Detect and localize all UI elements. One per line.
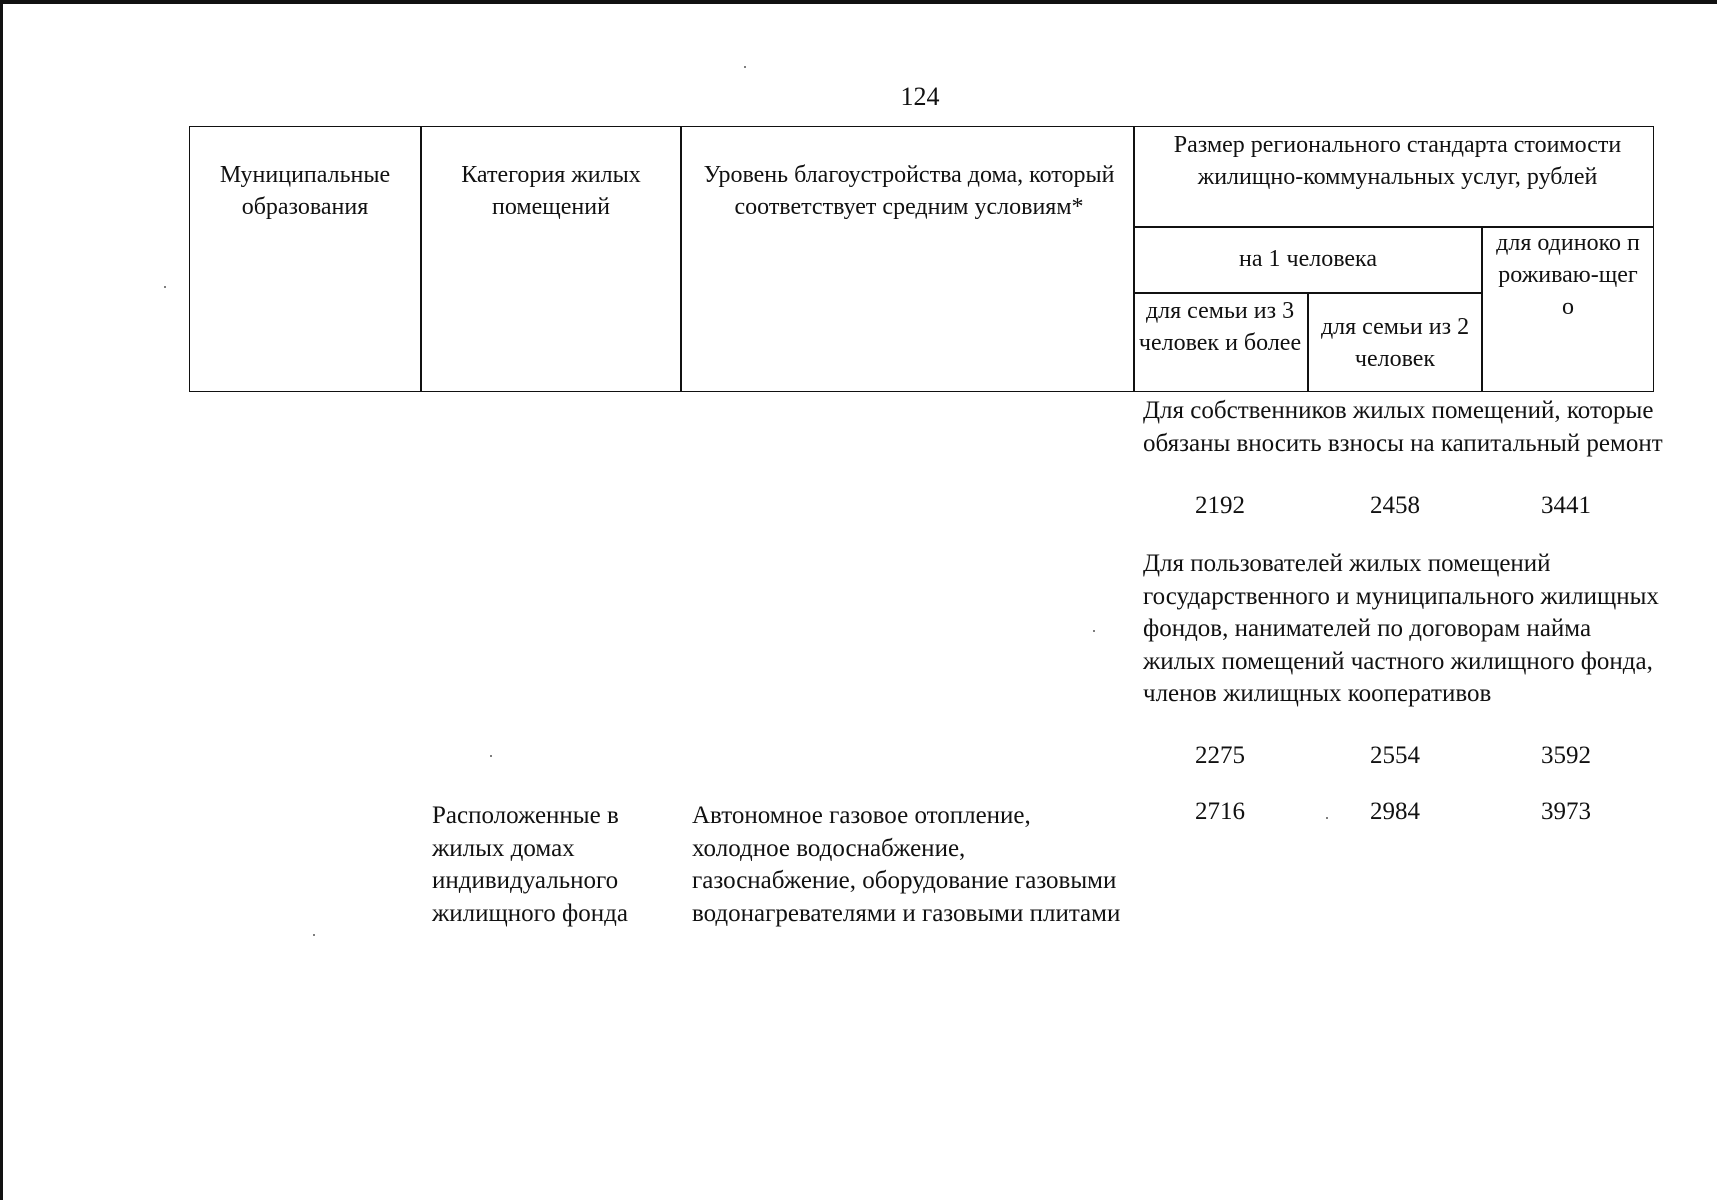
header-divider (680, 127, 682, 391)
value-owners-family2: 2458 (1370, 492, 1420, 519)
scan-speck (490, 755, 492, 757)
header-divider (1307, 292, 1309, 391)
table-header (189, 126, 1654, 392)
value-users-family2: 2554 (1370, 742, 1420, 769)
section-label-users: Для пользователей жилых помещений государственного и муниципального жилищных фондов, нанимателей по договорам найма жилых помещений частного жилищного фонда, членов жилищных кооперативов (1143, 550, 1659, 707)
value-owners-single: 3441 (1541, 492, 1591, 519)
row-category: Расположенные в жилых домах индивидуального жилищного фонда (432, 802, 628, 927)
header-divider (1133, 127, 1135, 391)
header-size: Размер регионального стандарта стоимости жилищно-коммунальных услуг, рублей (1173, 132, 1622, 190)
value-users-single: 3592 (1541, 742, 1591, 769)
value-row-family3: 2716 (1195, 798, 1245, 825)
scan-speck (313, 934, 315, 936)
value-row-single: 3973 (1541, 798, 1591, 825)
scan-speck (744, 66, 746, 68)
header-municipal: Муниципальные образования (219, 162, 391, 220)
section-label-owners: Для собственников жилых помещений, которые обязаны вносить взносы на капитальный ремонт (1143, 397, 1663, 457)
header-category: Категория жилых помещений (461, 162, 641, 220)
value-row-family2: 2984 (1370, 798, 1420, 825)
header-family-2: для семьи из 2 человек (1320, 314, 1470, 372)
header-level: Уровень благоустройства дома, который соответствует средним условиям* (703, 162, 1115, 220)
value-users-family3: 2275 (1195, 742, 1245, 769)
row-level: Автономное газовое отопление, холодное водоснабжение, газоснабжение, оборудование газовыми водонагревателями и газовыми плитами (692, 802, 1121, 927)
header-single: для одиноко проживаю-щего (1496, 230, 1640, 320)
scan-edge-left (0, 0, 3, 1200)
scan-speck (164, 286, 166, 288)
value-owners-family3: 2192 (1195, 492, 1245, 519)
header-per-person: на 1 человека (1239, 246, 1377, 272)
header-divider (420, 127, 422, 391)
header-family-3: для семьи из 3 человек и более (1138, 298, 1302, 356)
scan-edge-top (0, 0, 1717, 4)
page-number: 124 (900, 82, 940, 111)
header-divider (1481, 226, 1483, 391)
scan-speck (1326, 817, 1328, 819)
scan-speck (1093, 630, 1095, 632)
